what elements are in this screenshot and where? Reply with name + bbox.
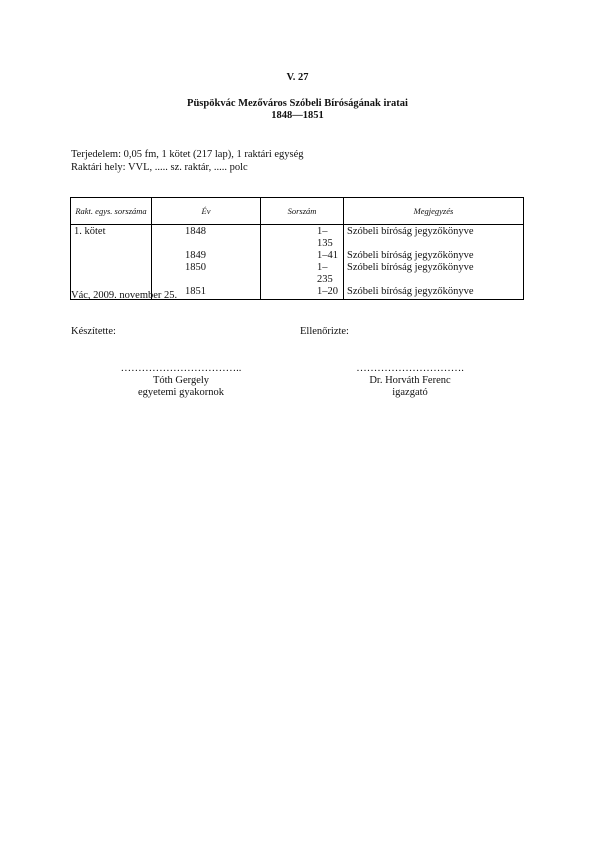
metadata-block [71, 149, 304, 174]
cell-note: Szóbeli bíróság jegyzőkönyve [344, 225, 524, 251]
fonds-code: V. 27 [286, 72, 309, 83]
header-note: Megjegyzés [344, 198, 524, 225]
cell-unit [71, 262, 152, 286]
cell-unit [71, 250, 152, 262]
title-line-1: Püspökvác Mezőváros Szóbeli Bíróságának iratai [187, 98, 408, 109]
prepared-by-label: Készítette: [71, 326, 116, 337]
cell-unit: 1. kötet [71, 225, 152, 251]
table-row [71, 225, 524, 251]
table-row [71, 262, 524, 286]
extent-text: Terjedelem: 0,05 fm, 1 kötet (217 lap), 1 raktári egység [71, 149, 304, 160]
table-row [71, 250, 524, 262]
date-line: Vác, 2009. november 25. [71, 290, 178, 301]
cell-note: Szóbeli bíróság jegyzőkönyve [344, 262, 524, 286]
signer-role-right: igazgató [392, 387, 428, 398]
cell-year: 1849 [152, 250, 261, 262]
header-year: Év [152, 198, 261, 225]
cell-range: 1–135 [261, 225, 344, 251]
table-header-row [71, 198, 524, 225]
header-unit: Rakt. egys. sorszáma [71, 198, 152, 225]
cell-year: 1848 [152, 225, 261, 251]
cell-year: 1850 [152, 262, 261, 286]
signature-line-right: …………………………. [356, 363, 464, 374]
document-title [0, 98, 595, 122]
signer-role-left: egyetemi gyakornok [137, 387, 224, 398]
cell-note: Szóbeli bíróság jegyzőkönyve [344, 250, 524, 262]
cell-note: Szóbeli bíróság jegyzőkönyve [344, 286, 524, 300]
location-text: Raktári hely: VVL, ..... sz. raktár, ..... polc [71, 161, 248, 173]
cell-year: 1851 [152, 286, 261, 300]
signature-right [310, 363, 510, 399]
inventory-table [70, 197, 524, 300]
title-line-2: 1848—1851 [271, 110, 324, 121]
signature-left [81, 363, 281, 399]
signer-name-right: Dr. Horváth Ferenc [369, 375, 451, 386]
signer-name-left: Tóth Gergely [152, 375, 210, 386]
header-range: Sorszám [261, 198, 344, 225]
checked-by-label: Ellenőrizte: [300, 326, 349, 337]
cell-range: 1–20 [261, 286, 344, 300]
signature-line-left: …………………………….. [120, 363, 242, 374]
cell-range: 1–41 [261, 250, 344, 262]
cell-range: 1–235 [261, 262, 344, 286]
